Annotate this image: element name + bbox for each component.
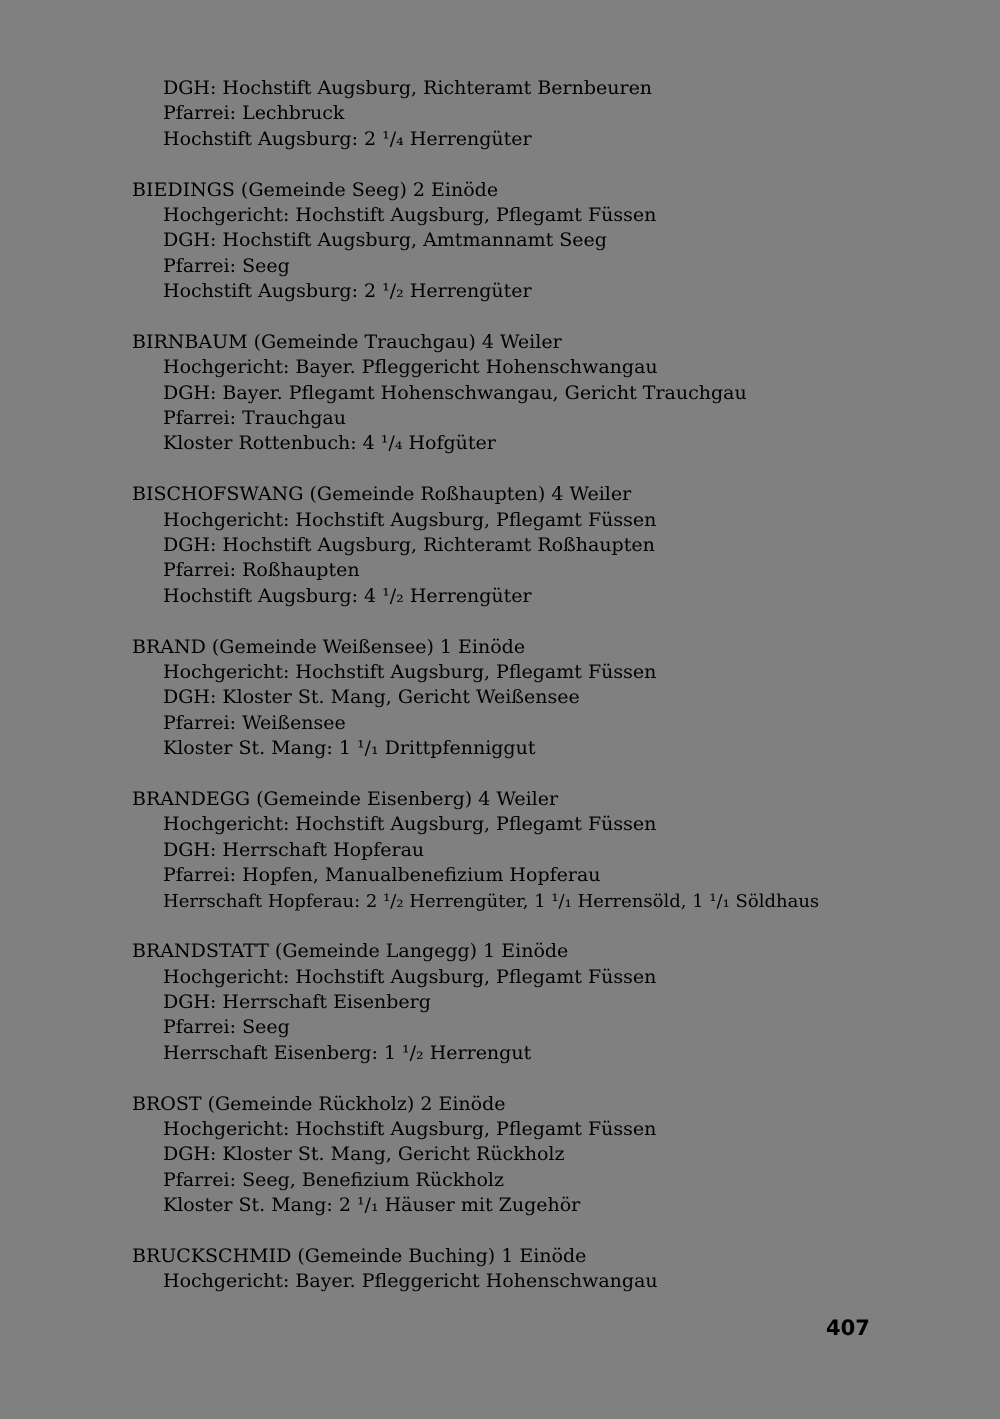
- entry-line: DGH: Herrschaft Eisenberg: [163, 991, 431, 1014]
- entry-line: Hochgericht: Bayer. Pfleggericht Hohenschwangau: [163, 356, 658, 379]
- entry-line: Hochstift Augsburg: 4 ¹/₂ Herrengüter: [163, 584, 532, 607]
- entry-line: Hochgericht: Hochstift Augsburg, Pflegamt Füssen: [163, 203, 657, 226]
- entry-line: Kloster Rottenbuch: 4 ¹/₄ Hofgüter: [163, 432, 496, 455]
- entry-line: Hochgericht: Hochstift Augsburg, Pflegamt Füssen: [163, 965, 657, 988]
- entry-line: Kloster St. Mang: 1 ¹/₁ Drittpfenniggut: [163, 737, 536, 760]
- entry-line: Pfarrei: Seeg, Benefizium Rückholz: [163, 1168, 505, 1191]
- spacer: [0, 762, 1000, 787]
- entry-line: Pfarrei: Hopfen, Manualbenefizium Hopferau: [163, 864, 601, 887]
- entry-heading: BISCHOFSWANG (Gemeinde Roßhaupten) 4 Weiler: [132, 483, 632, 506]
- entry-line: DGH: Herrschaft Hopferau: [163, 838, 425, 861]
- entry-line: Pfarrei: Seeg: [163, 1016, 290, 1039]
- entry-heading: BRUCKSCHMID (Gemeinde Buching) 1 Einöde: [132, 1244, 587, 1267]
- entry-line: Hochgericht: Hochstift Augsburg, Pflegamt Füssen: [163, 508, 657, 531]
- spacer: [0, 1066, 1000, 1091]
- page-number: 407: [826, 1316, 870, 1340]
- entry-heading: BROST (Gemeinde Rückholz) 2 Einöde: [132, 1092, 506, 1115]
- entry-line: Pfarrei: Seeg: [163, 254, 290, 277]
- entry-line: Herrschaft Hopferau: 2 ¹/₂ Herrengüter, 1 ¹/₁ Herrensöld, 1 ¹/₁ Söldhaus: [163, 890, 820, 912]
- entry-line: DGH: Kloster St. Mang, Gericht Rückholz: [163, 1143, 565, 1166]
- spacer: [0, 609, 1000, 634]
- entry-heading: BIEDINGS (Gemeinde Seeg) 2 Einöde: [132, 178, 499, 201]
- entry-line: Pfarrei: Trauchgau: [163, 407, 346, 430]
- entry-line: Kloster St. Mang: 2 ¹/₁ Häuser mit Zugehör: [163, 1194, 581, 1217]
- page-body: [0, 76, 1000, 1295]
- entry-line: Hochgericht: Hochstift Augsburg, Pflegamt Füssen: [163, 660, 657, 683]
- intro-line: Pfarrei: Lechbruck: [163, 102, 345, 125]
- entry-line: Hochgericht: Hochstift Augsburg, Pflegamt Füssen: [163, 813, 657, 836]
- entry-line: Hochstift Augsburg: 2 ¹/₂ Herrengüter: [163, 280, 532, 303]
- entry-heading: BIRNBAUM (Gemeinde Trauchgau) 4 Weiler: [132, 330, 562, 353]
- spacer: [0, 1219, 1000, 1244]
- intro-line: DGH: Hochstift Augsburg, Richteramt Bernbeuren: [163, 77, 653, 99]
- entry-heading: BRANDEGG (Gemeinde Eisenberg) 4 Weiler: [132, 787, 559, 810]
- intro-line: Hochstift Augsburg: 2 ¹/₄ Herrengüter: [163, 127, 532, 150]
- entry-line: Pfarrei: Weißensee: [163, 711, 346, 734]
- entry-line: Herrschaft Eisenberg: 1 ¹/₂ Herrengut: [163, 1041, 532, 1064]
- entry-line: Pfarrei: Roßhaupten: [163, 559, 360, 582]
- entry-heading: BRAND (Gemeinde Weißensee) 1 Einöde: [132, 635, 526, 658]
- entry-heading: BRANDSTATT (Gemeinde Langegg) 1 Einöde: [132, 940, 569, 963]
- entry-line: DGH: Hochstift Augsburg, Amtmannamt Seeg: [163, 229, 607, 252]
- entry-line: Hochgericht: Hochstift Augsburg, Pflegamt Füssen: [163, 1118, 657, 1141]
- spacer: [0, 457, 1000, 482]
- spacer: [0, 152, 1000, 177]
- spacer: [0, 914, 1000, 939]
- entry-line: DGH: Bayer. Pflegamt Hohenschwangau, Gericht Trauchgau: [163, 381, 747, 404]
- entry-line: DGH: Hochstift Augsburg, Richteramt Roßhaupten: [163, 534, 655, 557]
- entry-line: Hochgericht: Bayer. Pfleggericht Hohenschwangau: [163, 1270, 658, 1293]
- spacer: [0, 305, 1000, 330]
- entry-line: DGH: Kloster St. Mang, Gericht Weißensee: [163, 686, 580, 709]
